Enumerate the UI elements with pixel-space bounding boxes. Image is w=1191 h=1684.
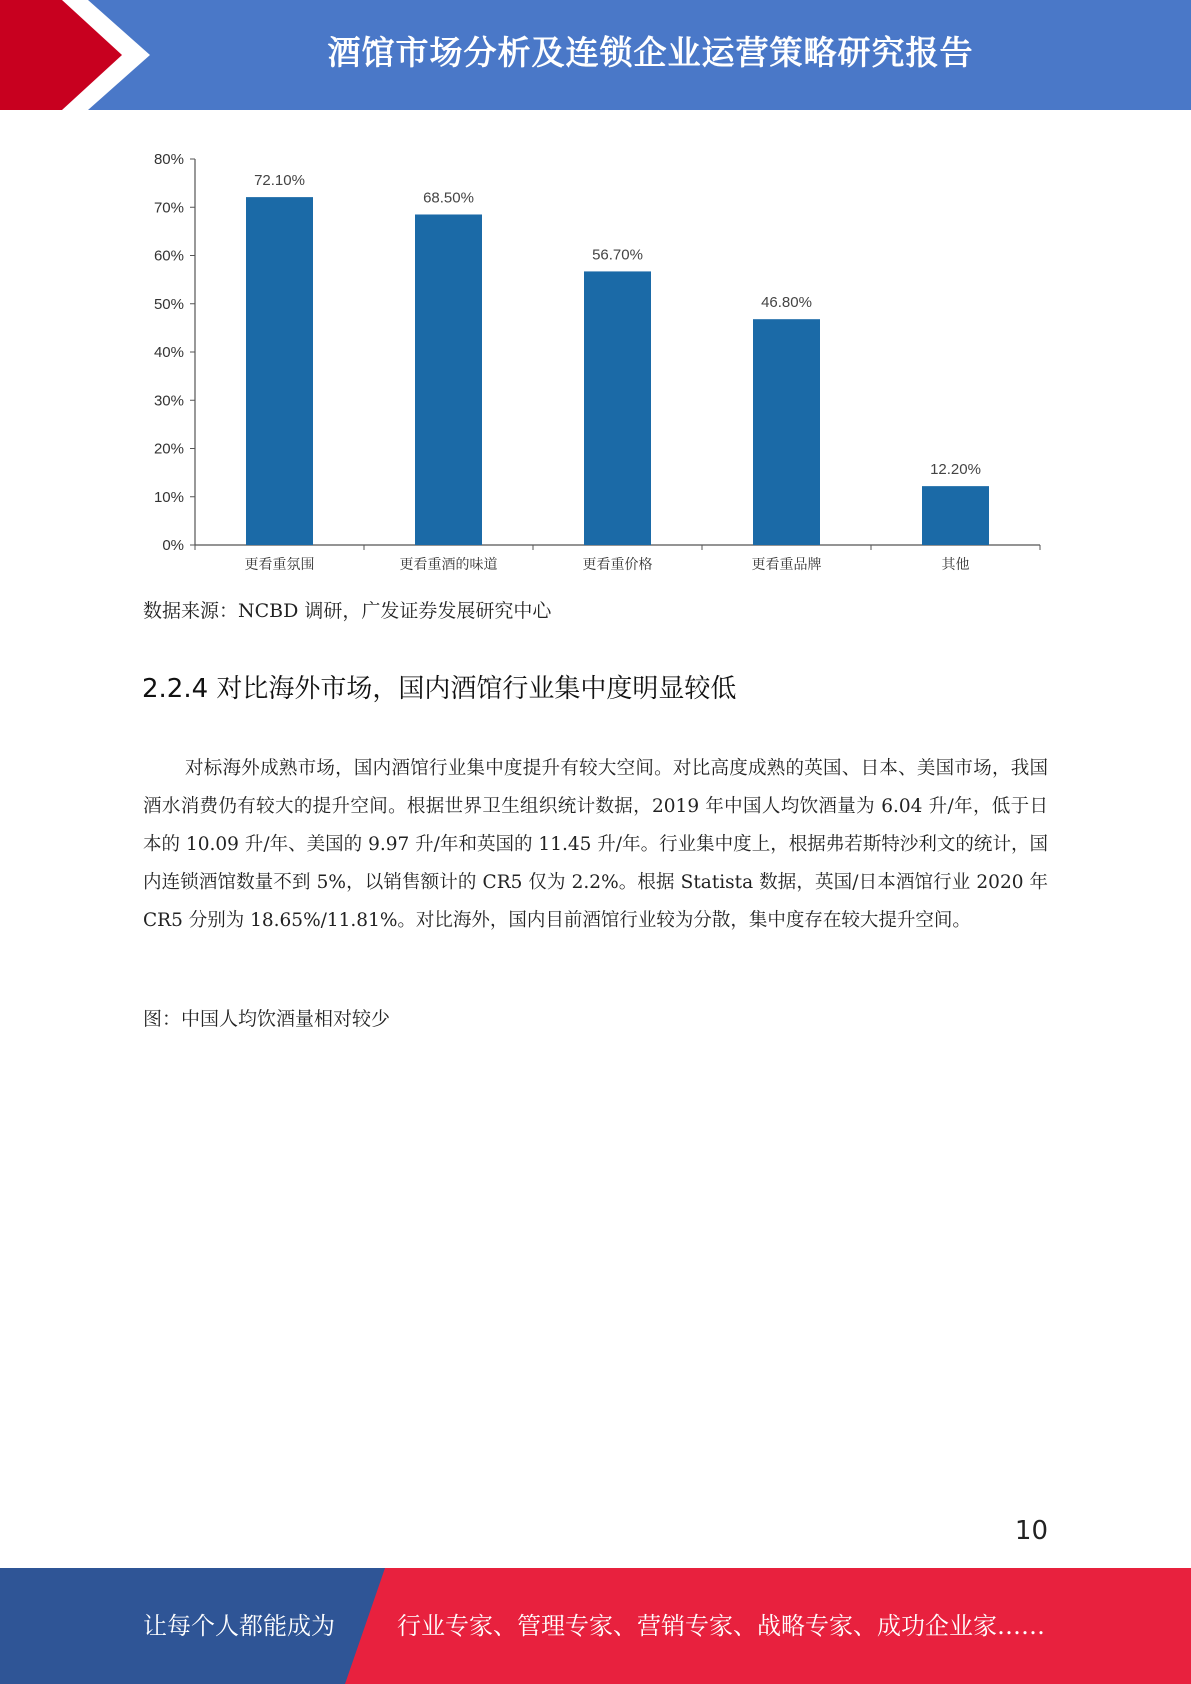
bar-chart-svg [135, 140, 1055, 580]
bar [415, 214, 482, 545]
bar [584, 271, 651, 545]
y-tick-label: 50% [153, 295, 184, 313]
bar-data-label: 56.70% [592, 246, 643, 264]
page-footer [0, 1568, 1191, 1684]
x-category-label: 其他 [941, 556, 970, 572]
x-category-label: 更看重价格 [582, 556, 653, 572]
page-header [0, 0, 1191, 110]
bar-data-label: 68.50% [423, 189, 474, 207]
y-tick-label: 10% [153, 488, 184, 506]
bar [922, 486, 989, 545]
y-tick-label: 0% [162, 537, 184, 554]
y-tick-label: 70% [153, 199, 184, 217]
body-paragraph: 对标海外成熟市场，国内酒馆行业集中度提升有较大空间。对比高度成熟的英国、日本、美国市场，我国酒水消费仍有较大的提升空间。根据世界卫生组织统计数据，2019 年中国人均饮酒量为 6.04 升/年，低于日本的 10.09 升/年、美国的 9.97 升/年和英国的 11.45 升/年。行业集中度上，根据弗若斯特沙利文的统计，国内连锁酒馆数量不到 5%，以销售额计的 CR5 仅为 2.2%。根据 Statista 数据，英国/日本酒馆行业 2020 年 CR5 分别为 18.65%/11.81%。对比海外，国内目前酒馆行业较为分散，集中度存在较大提升空间。 [143, 758, 1048, 931]
x-category-label: 更看重酒的味道 [399, 556, 498, 572]
y-tick-label: 60% [153, 247, 184, 265]
y-tick-label: 30% [153, 392, 184, 410]
y-tick-label: 80% [153, 151, 184, 168]
bar [246, 197, 313, 545]
footer-slogan-left: 让每个人都能成为 [143, 1612, 335, 1640]
bar [753, 319, 820, 545]
y-tick-label: 20% [153, 440, 184, 458]
figure-caption: 图：中国人均饮酒量相对较少 [143, 1008, 391, 1030]
bar-data-label: 72.10% [254, 172, 305, 190]
bar-chart [135, 140, 1055, 580]
x-category-label: 更看重氛围 [244, 556, 315, 572]
y-tick-label: 40% [153, 344, 184, 361]
header-arrow-decoration [0, 0, 160, 110]
x-category-label: 更看重品牌 [751, 556, 822, 572]
section-title: 2.2.4 对比海外市场，国内酒馆行业集中度明显较低 [142, 674, 737, 704]
report-title: 酒馆市场分析及连锁企业运营策略研究报告 [327, 33, 974, 72]
page-number: 10 [1014, 1516, 1048, 1546]
footer-slogan-right: 行业专家、管理专家、营销专家、战略专家、成功企业家…… [397, 1612, 1045, 1640]
bar-data-label: 12.20% [930, 461, 981, 479]
bar-data-label: 46.80% [761, 294, 812, 312]
chart-source-caption: 数据来源：NCBD 调研，广发证券发展研究中心 [143, 600, 552, 622]
